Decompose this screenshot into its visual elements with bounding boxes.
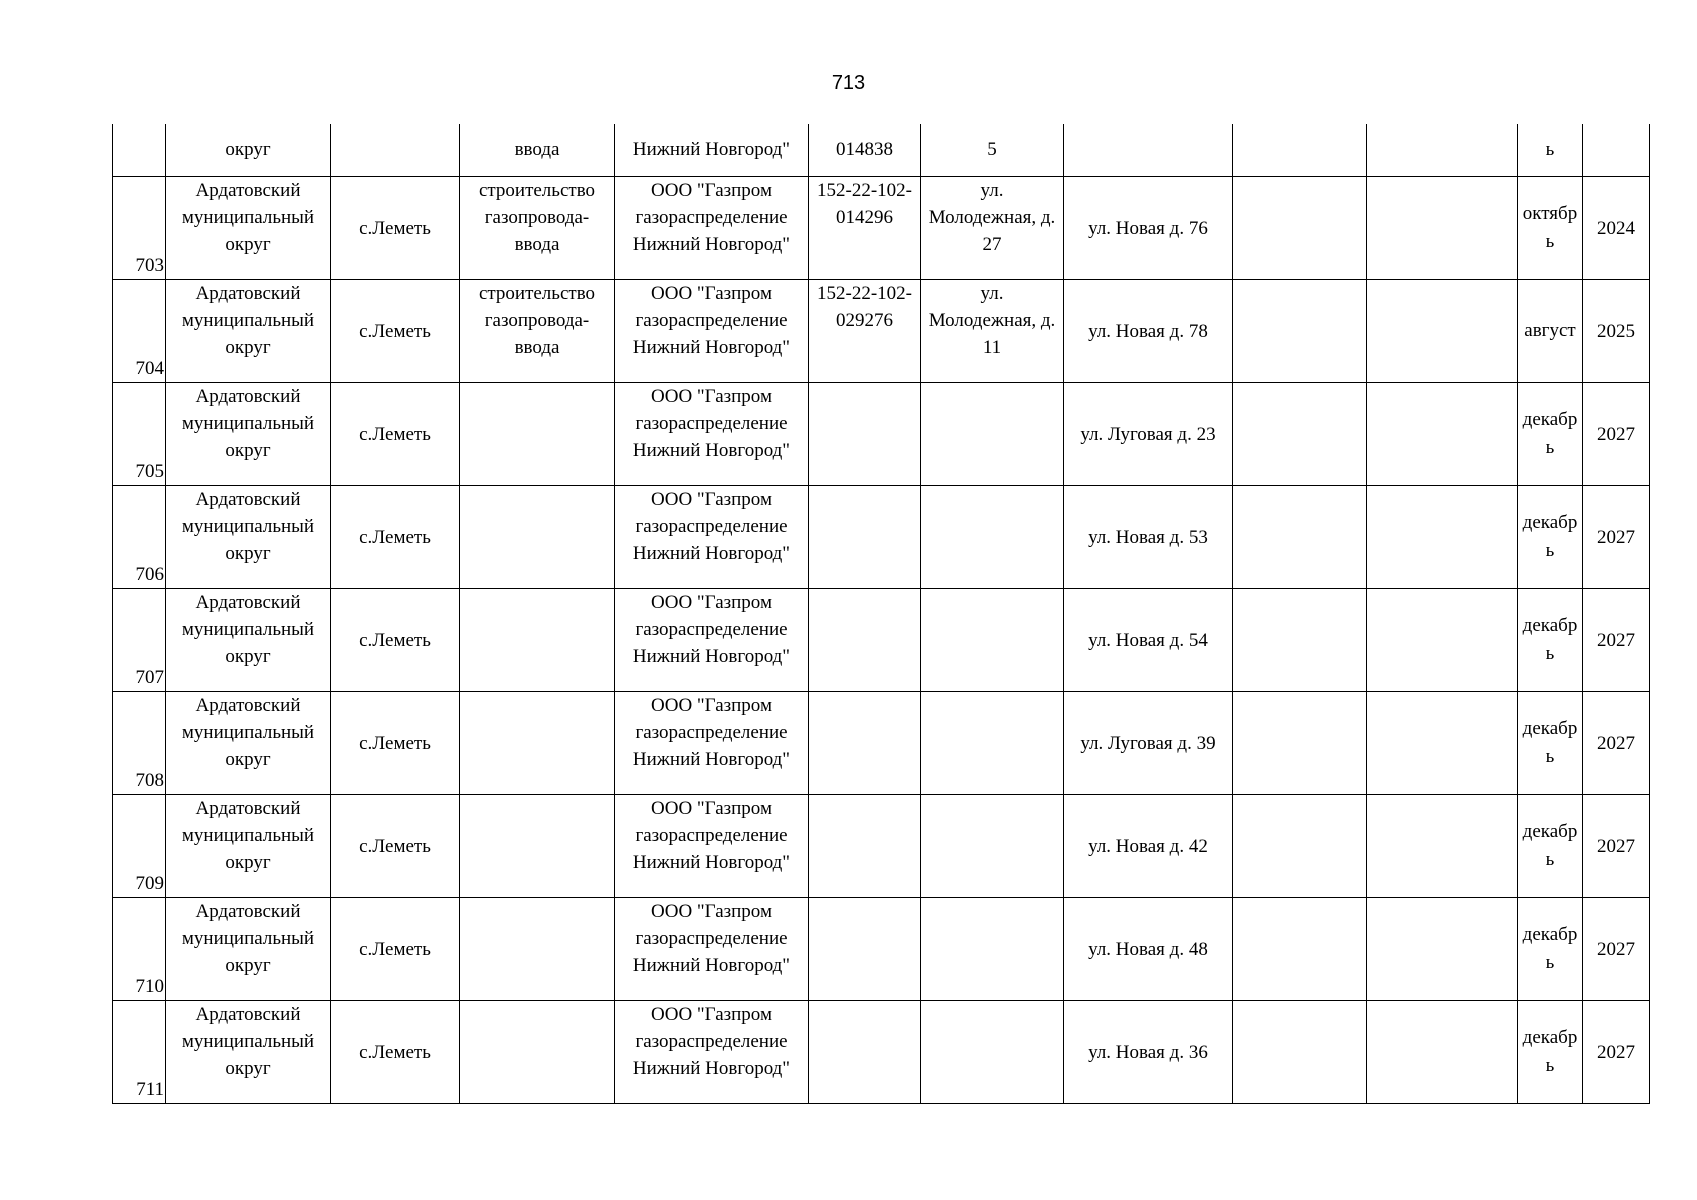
source-address-line: 27 [982, 234, 1002, 255]
source-address-cell [921, 177, 1064, 280]
empty-cell [1367, 795, 1518, 898]
district-line: округ [225, 749, 271, 770]
organization-cell [615, 383, 809, 486]
table-row [113, 486, 1650, 589]
code-cell [809, 1001, 921, 1104]
source-address-line: Молодежная, д. [928, 310, 1056, 331]
organization-line: ООО "Газпром [651, 489, 772, 510]
empty-cell [1233, 898, 1367, 1001]
organization-cell [615, 1001, 809, 1104]
table-body [113, 124, 1650, 1104]
organization-cell [615, 177, 809, 280]
month-cell: ь [1518, 124, 1583, 177]
work-type-line: газопровода- [484, 207, 590, 228]
month-cell [1518, 1001, 1583, 1104]
month-line: декабр [1522, 615, 1578, 636]
code-cell [809, 177, 921, 280]
empty-cell [1367, 177, 1518, 280]
code-cell: 014838 [809, 124, 921, 177]
month-line: декабр [1522, 924, 1578, 945]
source-address-line: ул. [980, 180, 1004, 201]
source-address-line: ул. [980, 283, 1004, 304]
district-cell [166, 589, 331, 692]
year-cell: 2027 [1583, 486, 1650, 589]
district-cell [166, 692, 331, 795]
empty-cell [1233, 383, 1367, 486]
month-line: ь [1545, 231, 1555, 252]
year-cell: 2025 [1583, 280, 1650, 383]
object-address-cell [1064, 124, 1233, 177]
organization-line: газораспределение [635, 413, 788, 434]
month-cell [1518, 692, 1583, 795]
code-cell [809, 589, 921, 692]
month-line: декабр [1522, 1027, 1578, 1048]
organization-line: газораспределение [635, 1031, 788, 1052]
month-line: ь [1545, 437, 1555, 458]
district-cell: округ [166, 124, 331, 177]
row-number-cell: 707 [113, 589, 166, 692]
settlement-cell: с.Леметь [331, 692, 460, 795]
month-cell [1518, 589, 1583, 692]
district-cell [166, 383, 331, 486]
year-cell [1583, 124, 1650, 177]
code-cell [809, 692, 921, 795]
organization-cell [615, 589, 809, 692]
district-line: муниципальный [181, 207, 315, 228]
empty-cell [1367, 589, 1518, 692]
district-line: муниципальный [181, 1031, 315, 1052]
district-line: муниципальный [181, 413, 315, 434]
organization-line: газораспределение [635, 207, 788, 228]
organization-line: газораспределение [635, 825, 788, 846]
work-type-line: ввода [514, 234, 560, 255]
organization-line: газораспределение [635, 310, 788, 331]
empty-cell [1233, 1001, 1367, 1104]
year-cell: 2027 [1583, 383, 1650, 486]
object-address-cell: ул. Луговая д. 23 [1064, 383, 1233, 486]
row-number-cell [113, 124, 166, 177]
district-line: муниципальный [181, 825, 315, 846]
organization-line: ООО "Газпром [651, 386, 772, 407]
object-address-cell: ул. Новая д. 76 [1064, 177, 1233, 280]
district-line: округ [225, 1058, 271, 1079]
organization-line: Нижний Новгород" [632, 646, 791, 667]
source-address-cell [921, 383, 1064, 486]
district-line: округ [225, 440, 271, 461]
empty-cell [1233, 177, 1367, 280]
settlement-cell: с.Леметь [331, 486, 460, 589]
empty-cell [1233, 589, 1367, 692]
table-row [113, 589, 1650, 692]
gasification-register-table [112, 124, 1650, 1104]
district-line: округ [225, 852, 271, 873]
object-address-cell: ул. Новая д. 42 [1064, 795, 1233, 898]
district-line: муниципальный [181, 516, 315, 537]
district-line: Ардатовский [195, 386, 301, 407]
organization-line: Нижний Новгород" [632, 543, 791, 564]
settlement-cell [331, 124, 460, 177]
district-line: Ардатовский [195, 1004, 301, 1025]
month-cell [1518, 280, 1583, 383]
work-type-cell: ввода [460, 124, 615, 177]
source-address-cell [921, 486, 1064, 589]
empty-cell [1233, 486, 1367, 589]
row-number-cell: 705 [113, 383, 166, 486]
district-cell [166, 795, 331, 898]
work-type-line: газопровода- [484, 310, 590, 331]
month-cell [1518, 486, 1583, 589]
district-cell [166, 898, 331, 1001]
empty-cell [1367, 124, 1518, 177]
organization-cell [615, 795, 809, 898]
code-cell [809, 280, 921, 383]
settlement-cell: с.Леметь [331, 1001, 460, 1104]
settlement-cell: с.Леметь [331, 898, 460, 1001]
empty-cell [1233, 124, 1367, 177]
year-cell: 2027 [1583, 589, 1650, 692]
district-line: Ардатовский [195, 592, 301, 613]
object-address-cell: ул. Новая д. 48 [1064, 898, 1233, 1001]
empty-cell [1367, 486, 1518, 589]
table-row [113, 383, 1650, 486]
month-line: ь [1545, 849, 1555, 870]
month-line: ь [1545, 1055, 1555, 1076]
month-line: ь [1545, 746, 1555, 767]
code-cell [809, 383, 921, 486]
month-cell [1518, 795, 1583, 898]
row-number-cell: 709 [113, 795, 166, 898]
year-cell: 2024 [1583, 177, 1650, 280]
source-address-cell [921, 795, 1064, 898]
continued-row [113, 124, 1650, 177]
district-line: округ [225, 543, 271, 564]
month-line: ь [1545, 952, 1555, 973]
district-line: Ардатовский [195, 283, 301, 304]
organization-cell [615, 486, 809, 589]
district-line: Ардатовский [195, 695, 301, 716]
organization-line: ООО "Газпром [651, 798, 772, 819]
district-line: муниципальный [181, 310, 315, 331]
row-number-cell: 706 [113, 486, 166, 589]
organization-cell [615, 692, 809, 795]
table-row [113, 898, 1650, 1001]
work-type-cell [460, 692, 615, 795]
organization-line: Нижний Новгород" [632, 749, 791, 770]
district-line: округ [225, 234, 271, 255]
object-address-cell: ул. Луговая д. 39 [1064, 692, 1233, 795]
source-address-cell [921, 589, 1064, 692]
settlement-cell: с.Леметь [331, 383, 460, 486]
district-cell [166, 177, 331, 280]
source-address-cell [921, 692, 1064, 795]
empty-cell [1233, 692, 1367, 795]
district-line: муниципальный [181, 722, 315, 743]
organization-line: ООО "Газпром [651, 901, 772, 922]
organization-line: ООО "Газпром [651, 180, 772, 201]
code-line: 014296 [836, 207, 893, 228]
organization-line: газораспределение [635, 928, 788, 949]
empty-cell [1367, 898, 1518, 1001]
row-number-cell: 703 [113, 177, 166, 280]
organization-cell [615, 898, 809, 1001]
district-cell [166, 486, 331, 589]
month-cell [1518, 898, 1583, 1001]
district-line: округ [225, 337, 271, 358]
month-line: ь [1545, 540, 1555, 561]
organization-line: Нижний Новгород" [632, 1058, 791, 1079]
source-address-cell: 5 [921, 124, 1064, 177]
district-line: муниципальный [181, 619, 315, 640]
work-type-cell [460, 383, 615, 486]
organization-line: ООО "Газпром [651, 1004, 772, 1025]
object-address-cell: ул. Новая д. 53 [1064, 486, 1233, 589]
district-line: Ардатовский [195, 798, 301, 819]
work-type-cell [460, 280, 615, 383]
object-address-cell: ул. Новая д. 36 [1064, 1001, 1233, 1104]
organization-line: Нижний Новгород" [632, 852, 791, 873]
district-line: муниципальный [181, 928, 315, 949]
organization-line: ООО "Газпром [651, 283, 772, 304]
source-address-cell [921, 1001, 1064, 1104]
row-number-cell: 710 [113, 898, 166, 1001]
page-number: 713 [831, 72, 866, 94]
empty-cell [1233, 795, 1367, 898]
year-cell: 2027 [1583, 898, 1650, 1001]
row-number-cell: 704 [113, 280, 166, 383]
row-number-cell: 711 [113, 1001, 166, 1104]
empty-cell [1367, 280, 1518, 383]
source-address-line: Молодежная, д. [928, 207, 1056, 228]
work-type-cell [460, 898, 615, 1001]
work-type-cell [460, 795, 615, 898]
work-type-line: строительство [478, 180, 596, 201]
month-line: декабр [1522, 409, 1578, 430]
code-cell [809, 486, 921, 589]
table-row [113, 1001, 1650, 1104]
empty-cell [1367, 1001, 1518, 1104]
code-line: 029276 [836, 310, 893, 331]
organization-line: Нижний Новгород" [632, 440, 791, 461]
district-line: Ардатовский [195, 901, 301, 922]
row-number-cell: 708 [113, 692, 166, 795]
source-address-cell [921, 280, 1064, 383]
year-cell: 2027 [1583, 692, 1650, 795]
empty-cell [1367, 692, 1518, 795]
organization-line: Нижний Новгород" [632, 955, 791, 976]
work-type-cell [460, 1001, 615, 1104]
settlement-cell: с.Леметь [331, 177, 460, 280]
empty-cell [1367, 383, 1518, 486]
organization-line: газораспределение [635, 722, 788, 743]
object-address-cell: ул. Новая д. 54 [1064, 589, 1233, 692]
code-line: 152-22-102- [817, 180, 912, 201]
table-row [113, 280, 1650, 383]
empty-cell [1233, 280, 1367, 383]
organization-line: Нижний Новгород" [632, 234, 791, 255]
work-type-cell [460, 177, 615, 280]
year-cell: 2027 [1583, 795, 1650, 898]
table-row [113, 177, 1650, 280]
district-line: округ [225, 955, 271, 976]
settlement-cell: с.Леметь [331, 280, 460, 383]
month-line: декабр [1522, 512, 1578, 533]
district-cell [166, 280, 331, 383]
organization-line: газораспределение [635, 516, 788, 537]
work-type-line: ввода [514, 337, 560, 358]
table-row [113, 692, 1650, 795]
code-cell [809, 795, 921, 898]
object-address-cell: ул. Новая д. 78 [1064, 280, 1233, 383]
organization-line: ООО "Газпром [651, 695, 772, 716]
organization-cell: Нижний Новгород" [615, 124, 809, 177]
work-type-cell [460, 589, 615, 692]
district-cell [166, 1001, 331, 1104]
work-type-line: строительство [478, 283, 596, 304]
organization-line: Нижний Новгород" [632, 337, 791, 358]
month-line: октябр [1522, 203, 1578, 224]
source-address-cell [921, 898, 1064, 1001]
district-line: Ардатовский [195, 489, 301, 510]
year-cell: 2027 [1583, 1001, 1650, 1104]
settlement-cell: с.Леметь [331, 795, 460, 898]
month-cell [1518, 383, 1583, 486]
code-line: 152-22-102- [817, 283, 912, 304]
month-cell [1518, 177, 1583, 280]
district-line: округ [225, 646, 271, 667]
settlement-cell: с.Леметь [331, 589, 460, 692]
organization-cell [615, 280, 809, 383]
table-row [113, 795, 1650, 898]
organization-line: ООО "Газпром [651, 592, 772, 613]
organization-line: газораспределение [635, 619, 788, 640]
work-type-cell [460, 486, 615, 589]
month-line: август [1524, 320, 1576, 341]
district-line: Ардатовский [195, 180, 301, 201]
month-line: декабр [1522, 821, 1578, 842]
month-line: декабр [1522, 718, 1578, 739]
source-address-line: 11 [982, 337, 1002, 358]
code-cell [809, 898, 921, 1001]
month-line: ь [1545, 643, 1555, 664]
